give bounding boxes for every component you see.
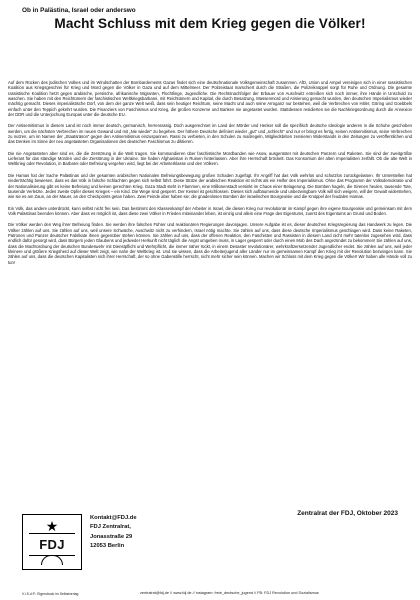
contact-street: Jonasstraße 29 <box>90 533 133 540</box>
contact-org: FDJ Zentralrat, <box>90 524 131 531</box>
paragraph-6: Die Völker werden den Weg ihrer Befreiung finden. Sie werden ihre falschen Führer und reaktionären Regierungen davonjagen. Unsere Aufgabe ist es, dieser deutschen Kriegsregierung das Handwerk zu legen. Die Völker zählen auf uns. Sie zählen auf uns, weil unsere Schwäche, Auschwitz nicht zu verhindern, Israel nötig machte. Sie zählen auf uns, dass diese deutsche Imperialismus geschlagen wird. Dass keine Raketen, Patronen und Panzer deutscher Fabrikate ihnen gegenüber stehen können. Sie zählen auf uns, dass der offenen Reaktion, den Faschisten und Rassisten in diesem Land nicht mehr tatenlos zugesehen wird, dass endlich dafür gesorgt wird, dass Bürgern jeden Glaubens und jedweder Herkunft nicht täglich die Angst umgeben muss, in Lager gesperrt oder durch einen Mob des Dach angezündet zu bekommen! Sie zählen auf uns, dass die Machtordnung der deutschen Bundeswehr mit Dienstpflicht und Wehrpflicht, die immer näher rückt, in einem Desaster revolutionärer, wehrkraftzersetzender Jugendlicher endet. Sie zählen auf uns, weil jeder kleinere und größere Kriegsherd auf dieser Welt zeigt, wie nahe der Weltkrieg ist. Und sie wissen, dass die Arbeiterjugend aller Länder nur im gemeinsamen Kampf den Krieg mit der Revolution bezwingen kann. Sie zählen auf uns, dass die deutschen Kapitalisten sich ihrer Herrschaft, der so ohne Gabenstille herrscht, nicht mehr sicher sein können. Machen wir Schluss mit dem Krieg gegen die Völker! Wir haben alle Hände voll zu tun! <box>8 222 412 265</box>
imprint: V.i.S.d.P.: Eigendruck im Selbstverlag <box>22 592 79 596</box>
signature: Zentralrat der FDJ, Oktober 2023 <box>297 510 398 517</box>
kicker-text: Ob in Palästina, Israel oder anderswo <box>22 7 136 14</box>
sun-icon <box>41 555 63 565</box>
logo-text: FDJ <box>23 537 81 552</box>
paragraph-2: Der Antisemitismus in diesem Land ist noch immer deutsch, germanisch, herrenrassig. Doch ausgerechnet im Land der Mörder und Henker soll die spezifisch deutsche Ideologie anderen in die Schuhe geschoben werden, um die nächsten Verbrechen im neuen Gewand und mit „Nie wieder“ zu begehen. Der höhere Deutsche definiert wieder „gut“ und „schlecht“ und nur er bringt es fertig, seinen Antisemitismus, seine Verbrechen zu nutzen, um im Namen der „Staatsräson“ gegen den Antisemitismus einzuspannen. Rassi zu verbieten, in den Schulen zu maßregeln, Mitgliedsbriten zensieren Widerstands in den Zeitungen zu veröffentlichen und das Denken im Sinne der neu angetasteten Organisationen des deutschen Faschismus zu diktieren. <box>8 123 412 145</box>
contact-email[interactable]: Kontakt@FDJ.de <box>90 515 137 521</box>
paragraph-5: Ein Volk, das andere unterdrückt, kann selbst nicht frei sein. Das bestimmt den Klassenkampf der Arbeiter in Israel, die diesen Krieg nur revolutionär im Kampf gegen ihre eigene Bourgeoisie und gemeinsam mit dem Volk Palästinas beenden können. Aber dass es möglich ist, dass diese zwei Völker in Frieden miteinander leben, ist einzig und allein eine Frage des Eigentums, zuerst des Eigentums an Grund und Boden. <box>8 205 412 216</box>
contact-block <box>90 514 137 552</box>
page-title: Macht Schluss mit dem Krieg gegen die Völker! <box>54 16 366 31</box>
paragraph-1: Auf dem Rücken des jüdischen Volkes und im Windschatten der Bombardements Gazas findet sich eine deutschnationale Volksgemeinschaft zusammen. AfD, Union und Ampel vereinigen sich in einer rassistischen Koalition aus Kriegsgeschrei für Krieg und Mord gegen die Völker in Gaza und auf dem Mittelmeer. Der Polizeistaat marschiert durch die Straßen, die Polizeiknüppel sorgt für Ruhe und Ordnung. Die gesamte rassistische Koalition hetzt gegen arabische, persische, afrikanische Migranten, Flüchtlinge, Jugendliche. Die Rechtsnachfolger der Erbauer von Auschwitz entreißen sich noch immer, ihre Hände in Unschuld zu waschen. Sie haben mit den Reichtümern der faschistischen Weltkriegsbarbarei, mit Reichtümern und Kapital, die durch Besatzung, Massenmord und Arisierung gemacht wurden, den deutschen Imperialismus wieder mächtig gemacht. Dieses imperialistische Dorf, von dem der ganze Welt weiß, dass sein heutiger Reichtum, seine Macht und auch seine Arroganz nur bestehen, weil die Verbrechen von Hitler, Göring und Goebbels einfach unter den Teppich gekehrt wurden. Die Finanziers von Faschismus und Krieg, die großen Konzerne und Banken nie angetastet wurden. Stattdessen residierten sie die Nachkriegsordnung durch die Annexion der DDR und die Unterjochung Europas unter die deutsche EU. <box>8 80 412 118</box>
star-icon: ★ <box>45 518 59 534</box>
article-body <box>8 80 412 271</box>
social-links[interactable]: zentralrat@fdj.de // www.fdj.de // instagram: freie_deutsche_jugend // FB: FDJ Revolution und Sozialismus <box>140 591 319 595</box>
paragraph-4: Die Hamas hat der Sache Palästinas und der gesamten arabischen Nationalen Befreiungsbewegung großen Schaden zugefügt. Ihr Angriff hat das Volk wehrlos und schutzlos zurückgelassen. Ihr Unterstellen hat niederträchtig bewiesen, dass es das Volk in falsche Schlachten gegen sich selbst führt. Diese Stütze der arabischen Reaktion ist nichts als ein Helfer des Imperialismus. Ohne das Programm der Volksdemokratie und der Nationalisierung gibt es keine Befreiung und keinen gerechten Krieg. Gaza Stadt steht in Flammen, eine Millionenstadt versinkt im Chaos einer Belagerung. Die Bomben hageln, die Sirenen heulen, tausende Tote, tausende Verletzte. Jedes zweite Opfer dieses Krieges – ein Kind. Die Wege sind gesperrt. Der Kessel ist geschlossen. Dieses sich aufbäumende und unbezwingbare Volk will sich weigern, will der Gewalt widerstehen, wie sie es am Zaun, an der Mauer, an den Checkpoints getan haben. Zwei Feinde aber haben sie: die gnadenlosen Bomben der israelischen Bourgeoisie und die Knüppel der feudalen Hamas. <box>8 172 412 200</box>
paragraph-3: Die nie Angetasteten aber sind es, die die Zerstörung in die Welt tragen. Sie kommandieren über faschistische Mordbanden wie Asow, ausgerüstet mit deutschen Panzern und Raketen. Sie sind der zweitgrößte Lieferant für das ständige Morden und die Zerstörung in der Ukraine. Sie haben Afghanistan in Ruinen hinterlassen. Aber ihre Herrschaft bröckelt. Das Konsortium der alten Imperialisten zerfällt. Ob die alte Welt in Weltkrieg oder Revolution, in Barbarei oder Befreiung vergehen wird, liegt bei der Arbeiterklasse und den Völkern. <box>8 150 412 167</box>
contact-city: 12053 Berlin <box>90 543 125 550</box>
footer <box>0 510 420 600</box>
fdj-logo <box>22 514 82 570</box>
